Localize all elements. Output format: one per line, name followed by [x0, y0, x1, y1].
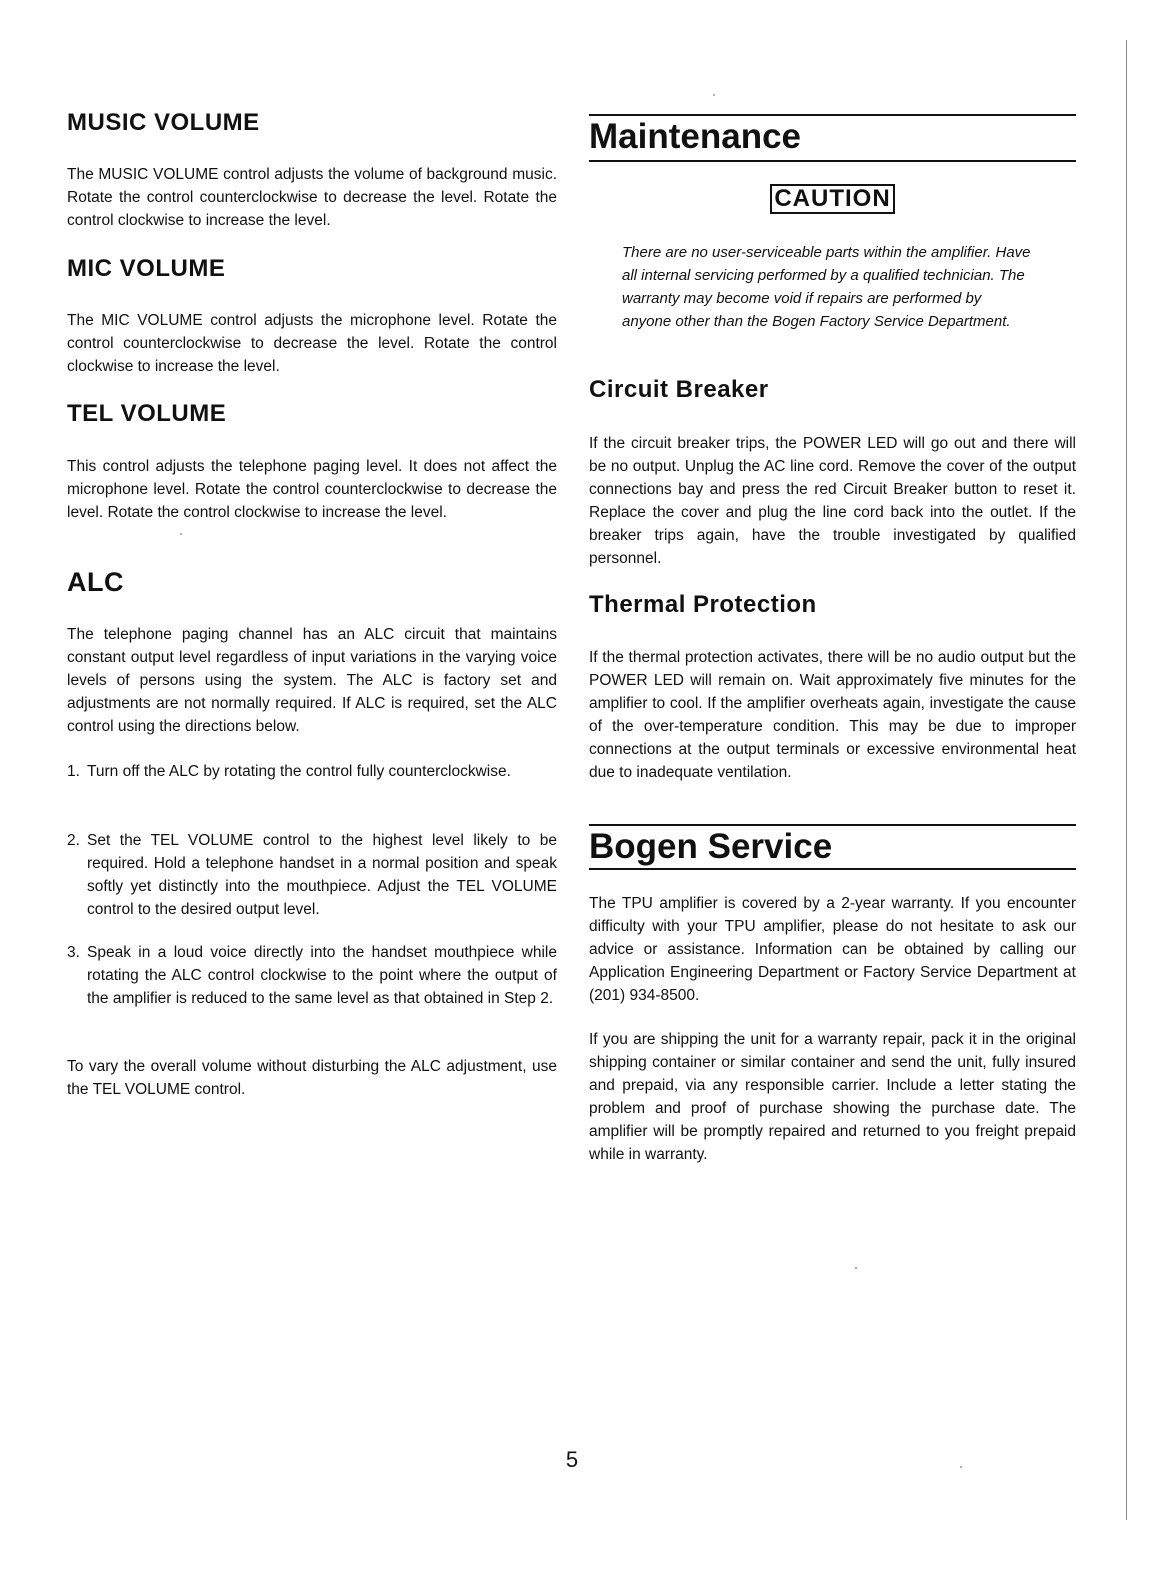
thermal-protection-heading: Thermal Protection: [589, 591, 817, 618]
scan-margin-line: [1126, 40, 1127, 1520]
circuit-breaker-heading: Circuit Breaker: [589, 376, 769, 403]
step-number: 3.: [67, 944, 80, 961]
service-text-warranty: The TPU amplifier is covered by a 2-year warranty. If you encounter difficulty with your TPU amplifier, please do not hesitate to ask our advice or assistance. Information can be obtained by calling our Application Engineering Department or Factory Service Department at (201) 934-8500.: [589, 895, 1076, 1004]
step-text: Speak in a loud voice directly into the handset mouthpiece while rotating the ALC control clockwise to the point where the output of the amplifier is reduced to the same level as that obtained in Step 2.: [87, 944, 557, 1007]
tel-volume-heading: TEL VOLUME: [67, 400, 227, 427]
maintenance-heading: Maintenance: [589, 117, 801, 156]
step-text: Turn off the ALC by rotating the control fully counterclockwise.: [87, 763, 511, 780]
music-volume-heading: MUSIC VOLUME: [67, 109, 260, 136]
page-number: 5: [565, 1447, 579, 1472]
maintenance-top-rule: [589, 114, 1076, 116]
caution-label: CAUTION: [770, 184, 894, 214]
bogen-service-heading: Bogen Service: [589, 827, 833, 866]
music-volume-text: The MUSIC VOLUME control adjusts the volume of background music. Rotate the control counterclockwise to decrease the level. Rotate the control clockwise to increase the level.: [67, 166, 557, 229]
alc-step-3: [67, 941, 557, 1010]
caution-text: There are no user-serviceable parts within the amplifier. Have all internal servicing performed by a qualified technician. The warranty may become void if repairs are performed by anyone other than the Bogen Factory Service Department.: [622, 244, 1031, 330]
tel-volume-text: This control adjusts the telephone paging level. It does not affect the microphone level. Rotate the control counterclockwise to decrease the level. Rotate the control clockwise to increase the level.: [67, 458, 557, 521]
circuit-breaker-text: If the circuit breaker trips, the POWER LED will go out and there will be no output. Unplug the AC line cord. Remove the cover of the output connections bay and press the red Circuit Breaker button to reset it. Replace the cover and plug the line cord back into the outlet. If the breaker trips again, have the trouble investigated by qualified personnel.: [589, 435, 1076, 567]
scan-speck: [180, 533, 182, 535]
caution-box-wrapper: [589, 184, 1076, 214]
alc-heading: ALC: [67, 567, 124, 597]
thermal-protection-text: If the thermal protection activates, there will be no audio output but the POWER LED will remain on. Wait approximately five minutes for the amplifier to cool. If the amplifier overheats again, investigate the cause of the over-temperature condition. This may be due to improper connections at the output terminals or excessive environmental heat due to inadequate ventilation.: [589, 649, 1076, 781]
alc-closing-text: To vary the overall volume without disturbing the ALC adjustment, use the TEL VOLUME control.: [67, 1058, 557, 1098]
alc-step-1: [67, 760, 557, 783]
alc-text: The telephone paging channel has an ALC circuit that maintains constant output level regardless of input variations in the varying voice levels of persons using the system. The ALC is factory set and adjustments are not normally required. If ALC is required, set the ALC control using the directions below.: [67, 626, 557, 735]
step-text: Set the TEL VOLUME control to the highest level likely to be required. Hold a telephone handset in a normal position and speak softly yet distinctly into the mouthpiece. Adjust the TEL VOLUME control to the desired output level.: [87, 832, 557, 918]
left-column: [67, 0, 557, 1584]
right-column: [589, 0, 1076, 1584]
mic-volume-heading: MIC VOLUME: [67, 255, 226, 282]
maintenance-bottom-rule: [589, 160, 1076, 162]
step-number: 1.: [67, 763, 80, 780]
scan-speck: [855, 1267, 857, 1269]
service-top-rule: [589, 824, 1076, 826]
alc-step-2: [67, 829, 557, 921]
service-bottom-rule: [589, 868, 1076, 870]
mic-volume-text: The MIC VOLUME control adjusts the microphone level. Rotate the control counterclockwise to decrease the level. Rotate the control clockwise to increase the level.: [67, 312, 557, 375]
scan-speck: [713, 94, 715, 96]
step-number: 2.: [67, 832, 80, 849]
service-text-shipping: If you are shipping the unit for a warranty repair, pack it in the original shipping container or similar container and send the unit, fully insured and prepaid, via any responsible carrier. Include a letter stating the problem and proof of purchase showing the purchase date. The amplifier will be promptly repaired and returned to you freight prepaid while in warranty.: [589, 1031, 1076, 1163]
scan-speck: [960, 1466, 962, 1468]
